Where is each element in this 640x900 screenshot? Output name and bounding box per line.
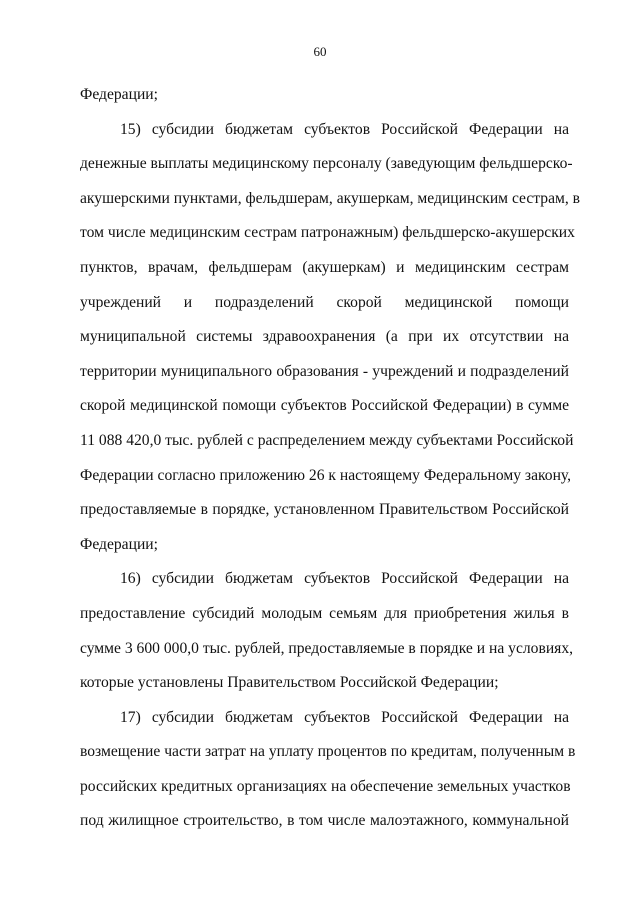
text-line: 15) субсидии бюджетам субъектов Российской Федерации на [120,120,569,138]
text-line: сумме 3 600 000,0 тыс. рублей, предоставляемые в порядке и на условиях, [80,639,574,657]
text-line: территории муниципального образования - учреждений и подразделений [80,362,569,380]
text-line: акушерскими пунктами, фельдшерам, акушеркам, медицинским сестрам, в [80,189,581,207]
text-line: под жилищное строительство, в том числе малоэтажного, коммунальной [80,812,569,830]
text-line: учреждений и подразделений скорой медицинской помощи [80,293,569,311]
text-line: пунктов, врачам, фельдшерам (акушеркам) и медицинским сестрам [80,258,569,276]
text-line: денежные выплаты медицинскому персоналу (заведующим фельдшерско- [80,155,573,173]
text-line: 16) субсидии бюджетам субъектов Российской Федерации на [120,570,569,588]
text-line: том числе медицинским сестрам патронажным) фельдшерско-акушерских [80,224,575,242]
document-text [80,78,581,839]
text-line: 11 088 420,0 тыс. рублей с распределением между субъектами Российской [80,431,574,449]
text-line: возмещение части затрат на уплату процентов по кредитам, полученным в [80,743,576,761]
text-line: Федерации; [80,86,158,103]
text-line: 17) субсидии бюджетам субъектов Российской Федерации на [120,708,569,726]
text-line: муниципальной системы здравоохранения (а при их отсутствии на [80,328,569,346]
text-line: Федерации согласно приложению 26 к настоящему Федеральному закону, [80,466,572,484]
text-line: Федерации; [80,535,158,553]
text-line: которые установлены Правительством Российской Федерации; [80,674,499,692]
text-line: скорой медицинской помощи субъектов Российской Федерации) в сумме [80,397,569,415]
page-number: 60 [313,44,327,59]
text-line: предоставление субсидий молодым семьям для приобретения жилья в [80,604,569,622]
text-line: предоставляемые в порядке, установленном Правительством Российской [80,501,569,519]
text-line: российских кредитных организациях на обеспечение земельных участков [80,777,571,795]
